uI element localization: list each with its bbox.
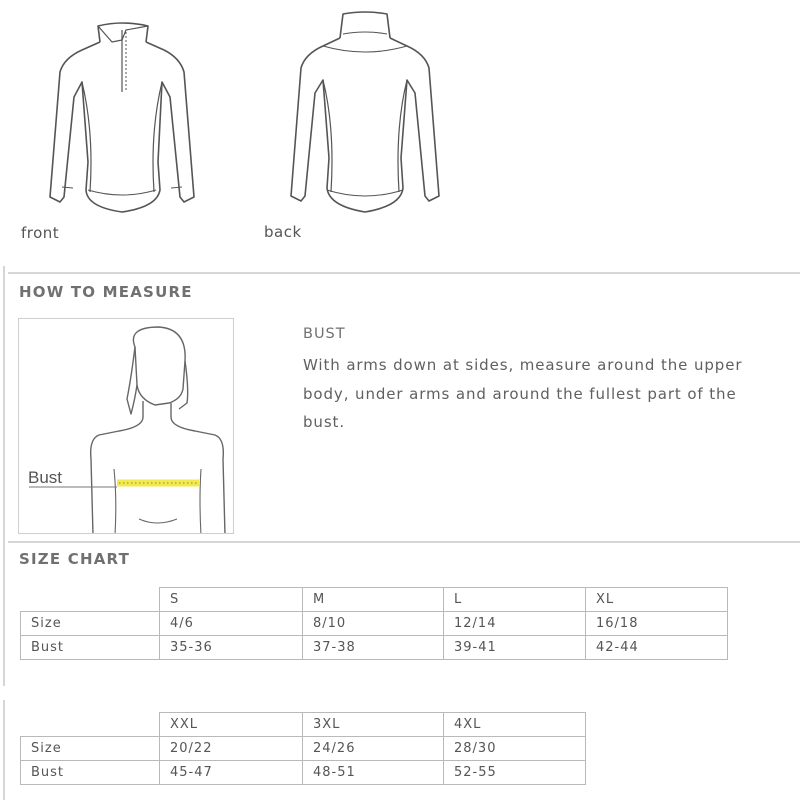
bust-description: With arms down at sides, measure around the upper body, under arms and around the fullest part of the bust. [303, 356, 743, 431]
table-cell: 28/30 [444, 737, 586, 761]
front-garment-illustration [42, 12, 212, 217]
table-row [21, 761, 586, 785]
table-cell: 24/26 [303, 737, 444, 761]
back-garment-illustration [285, 8, 455, 218]
row-label-bust: Bust [21, 636, 160, 660]
table-corner [21, 713, 160, 737]
table-cell: 8/10 [303, 612, 444, 636]
section-divider-middle [8, 541, 800, 543]
table-row [21, 636, 728, 660]
left-divider [3, 266, 5, 686]
table-cell: 42-44 [586, 636, 728, 660]
left-divider-lower [3, 700, 5, 800]
bust-measure-figure [18, 318, 234, 534]
size-header-3xl: 3XL [303, 713, 444, 737]
table-cell: 4/6 [160, 612, 303, 636]
section-divider-top [8, 272, 800, 274]
size-chart-table-1 [20, 587, 728, 660]
front-label: front [21, 224, 60, 242]
table-cell: 45-47 [160, 761, 303, 785]
table-cell: 35-36 [160, 636, 303, 660]
size-header-m: M [303, 588, 444, 612]
size-chart-heading: SIZE CHART [19, 550, 131, 568]
size-header-xxl: XXL [160, 713, 303, 737]
table-row [21, 612, 728, 636]
table-cell: 37-38 [303, 636, 444, 660]
row-label-size: Size [21, 612, 160, 636]
back-label: back [264, 223, 302, 241]
table-cell: 20/22 [160, 737, 303, 761]
table-cell: 52-55 [444, 761, 586, 785]
bust-title: BUST [303, 326, 346, 342]
table-header-row [21, 713, 586, 737]
size-chart-table-2 [20, 712, 586, 785]
row-label-bust: Bust [21, 761, 160, 785]
size-header-l: L [444, 588, 586, 612]
how-to-measure-heading: HOW TO MEASURE [19, 283, 193, 301]
row-label-size: Size [21, 737, 160, 761]
size-header-4xl: 4XL [444, 713, 586, 737]
table-cell: 12/14 [444, 612, 586, 636]
table-cell: 39-41 [444, 636, 586, 660]
table-row [21, 737, 586, 761]
bust-figure-label: Bust [28, 468, 63, 487]
table-cell: 16/18 [586, 612, 728, 636]
table-cell: 48-51 [303, 761, 444, 785]
size-header-s: S [160, 588, 303, 612]
table-header-row [21, 588, 728, 612]
size-header-xl: XL [586, 588, 728, 612]
table-corner [21, 588, 160, 612]
